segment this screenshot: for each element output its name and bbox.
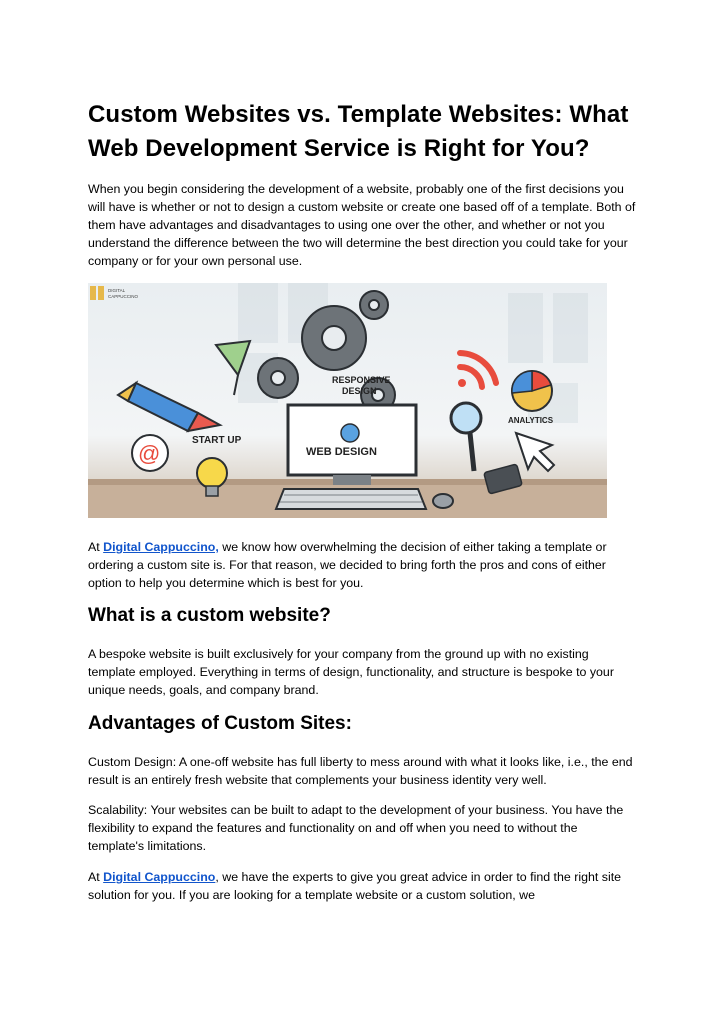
digital-cappuccino-link-2[interactable]: Digital Cappuccino bbox=[103, 870, 216, 884]
at-prefix: At bbox=[88, 540, 104, 554]
intro-paragraph: When you begin considering the development of a website, probably one of the first decisions you will have is whether or not to design a custom website or create one based off of a template. Both of them have advantages and disadvantages to using one over the other, and whether or not you understand the difference between the two will determine the best direction you could take for your company or for your own personal use. bbox=[88, 182, 636, 268]
keyboard-icon bbox=[276, 489, 426, 509]
page-title: Custom Websites vs. Template Websites: What Web Development Service is Right for You? bbox=[88, 101, 629, 162]
responsive-label-2: DESIGN bbox=[342, 386, 377, 396]
logo-text-1: DIGITAL bbox=[108, 288, 126, 293]
web-design-label: WEB DESIGN bbox=[306, 446, 377, 458]
digital-cappuccino-link[interactable]: Digital Cappuccino, bbox=[103, 540, 219, 554]
responsive-label-1: RESPONSIVE bbox=[332, 375, 391, 385]
start-up-label: START UP bbox=[192, 435, 242, 446]
advantage-design-paragraph: Custom Design: A one-off website has full liberty to mess around with what it looks like, i.e., the end result is an entirely fresh website that complements your business identity very well. bbox=[88, 755, 633, 787]
mouse-icon bbox=[433, 494, 453, 508]
at-suffix: we know how overwhelming the decision of either taking a template or ordering a custom site is. For that reason, we decided to bring forth the pros and cons of either option to help you determine which is best for you. bbox=[88, 540, 607, 590]
intro-at-paragraph bbox=[88, 538, 636, 592]
heading-advantages: Advantages of Custom Sites: bbox=[88, 713, 352, 734]
monitor-icon bbox=[288, 405, 416, 485]
hero-illustration bbox=[88, 283, 607, 518]
custom-website-paragraph: A bespoke website is built exclusively for your company from the ground up with no existing template employed. Everything in terms of design, functionality, and structure is bespoke to your unique needs, goals, and company brand. bbox=[88, 647, 614, 697]
pie-chart-icon bbox=[512, 371, 552, 411]
analytics-label: ANALYTICS bbox=[508, 416, 554, 425]
at-suffix-2: , we have the experts to give you great advice in order to find the right site solution for you. If you are looking for a template website or a custom solution, we bbox=[88, 870, 622, 902]
logo-text-2: CAPPUCCINO bbox=[108, 294, 139, 299]
closing-at-paragraph bbox=[88, 868, 636, 904]
at-sign-icon bbox=[132, 435, 168, 471]
advantage-scalability-paragraph: Scalability: Your websites can be built to adapt to the development of your business. You have the flexibility to expand the features and functionality on and off when you need to without the template's limitations. bbox=[88, 803, 624, 853]
svg-text:@: @ bbox=[138, 441, 161, 466]
at-prefix-2: At bbox=[88, 870, 104, 884]
heading-what-is-custom: What is a custom website? bbox=[88, 605, 331, 626]
